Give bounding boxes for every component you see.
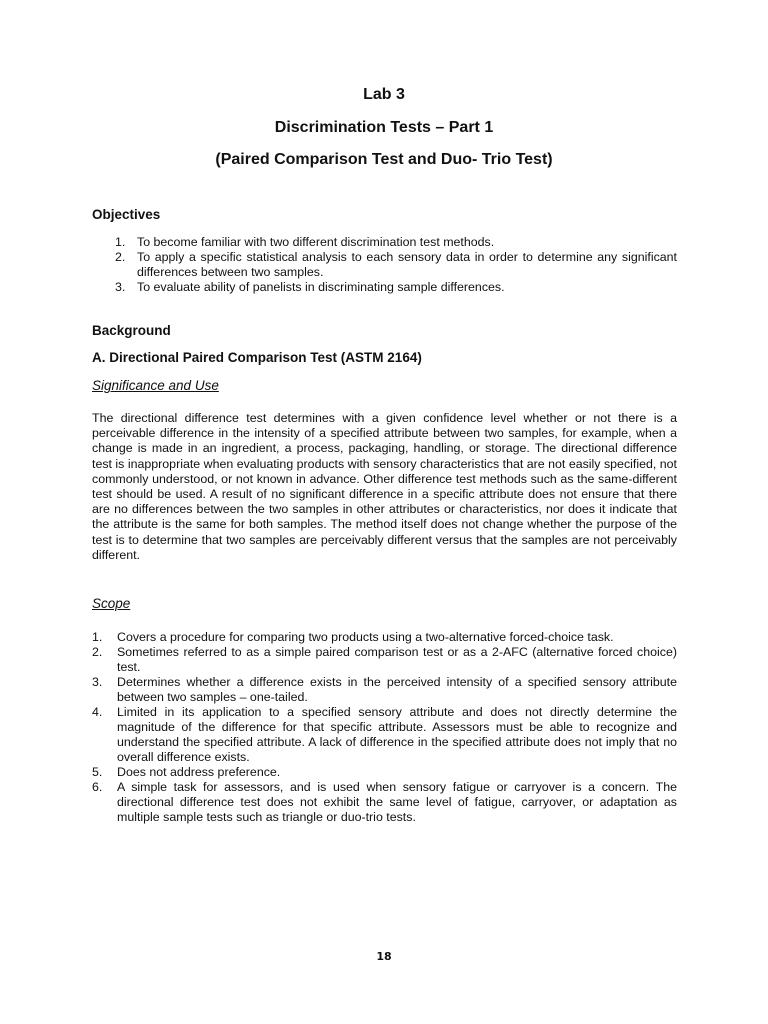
list-item-text: Determines whether a difference exists in the perceived intensity of a specified sensory attribute between two samples – one-tailed. <box>117 675 677 704</box>
background-heading: Background <box>92 323 171 338</box>
list-item <box>92 705 677 765</box>
list-number: 3. <box>92 675 103 689</box>
list-number: 4. <box>92 705 103 719</box>
objectives-heading: Objectives <box>92 207 161 222</box>
list-item-text: A simple task for assessors, and is used when sensory fatigue or carryover is a concern. The directional difference test does not exhibit the same level of fatigue, carryover, or adaptation as multiple sample tests such as triangle or duo-trio tests. <box>117 780 677 824</box>
significance-heading: Significance and Use <box>92 378 219 393</box>
list-item <box>92 630 677 645</box>
list-number: 1. <box>115 235 126 249</box>
lab-number: Lab 3 <box>363 86 405 103</box>
section-a-heading: A. Directional Paired Comparison Test (ASTM 2164) <box>92 350 422 365</box>
list-item <box>92 645 677 675</box>
list-number: 5. <box>92 765 103 779</box>
objectives-list <box>115 235 677 295</box>
list-item-text: To become familiar with two different discrimination test methods. <box>137 235 495 249</box>
page-subtitle: (Paired Comparison Test and Duo- Trio Test) <box>215 151 553 168</box>
list-item <box>115 235 677 250</box>
list-item-text: Sometimes referred to as a simple paired comparison test or as a 2-AFC (alternative forced choice) test. <box>117 645 677 674</box>
significance-paragraph: The directional difference test determines with a given confidence level whether or not there is a perceivable difference in the intensity of a specified attribute between two samples, for example, when a change is made in an ingredient, a process, packaging, handling, or storage. The directional difference test is inappropriate when evaluating products with sensory characteristics that are not easily specified, not commonly understood, or not known in advance. Other difference test methods such as the same-different test should be used. A result of no significant difference in a specific attribute does not ensure that there are no differences between the two samples in other attributes or characteristics, nor does it indicate that the attribute is the same for both samples. The method itself does not change whether the purpose of the test is to determine that two samples are perceivably different versus that the samples are not perceivably different. <box>92 411 677 562</box>
page-number: 18 <box>376 950 392 963</box>
list-item-text: Limited in its application to a specified sensory attribute and does not directly determine the magnitude of the difference for that specific attribute. Assessors must be able to recognize and understand the specified attribute. A lack of difference in the specified attribute does not imply that no overall difference exists. <box>117 705 677 764</box>
list-item <box>92 765 677 780</box>
list-number: 3. <box>115 280 126 294</box>
scope-list <box>92 630 677 825</box>
list-item <box>115 250 677 280</box>
list-number: 2. <box>115 250 126 264</box>
list-number: 6. <box>92 780 103 794</box>
list-item-text: Does not address preference. <box>117 765 281 779</box>
list-number: 1. <box>92 630 103 644</box>
list-item <box>92 675 677 705</box>
list-item <box>92 780 677 825</box>
list-item <box>115 280 677 295</box>
scope-heading: Scope <box>92 596 131 611</box>
page-title: Discrimination Tests – Part 1 <box>274 119 494 136</box>
list-number: 2. <box>92 645 103 659</box>
list-item-text: Covers a procedure for comparing two products using a two-alternative forced-choice task. <box>117 630 614 644</box>
list-item-text: To apply a specific statistical analysis to each sensory data in order to determine any significant differences between two samples. <box>137 250 677 279</box>
list-item-text: To evaluate ability of panelists in discriminating sample differences. <box>137 280 505 294</box>
